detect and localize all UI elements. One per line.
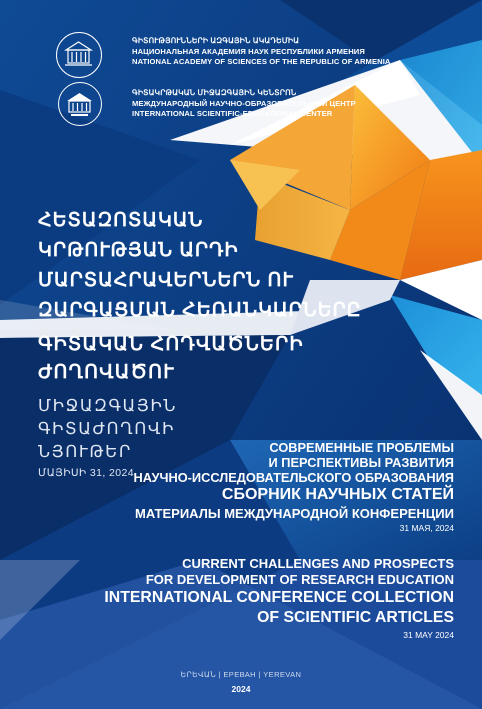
center-name-russian: МЕЖДУНАРОДНЫЙ НАУЧНО-ОБРАЗОВАТЕЛЬНЫЙ ЦЕНТР bbox=[132, 98, 356, 108]
english-title-line: CURRENT CHALLENGES AND PROSPECTS bbox=[182, 556, 454, 571]
russian-collection: СБОРНИК НАУЧНЫХ СТАТЕЙ bbox=[221, 486, 454, 503]
armenian-conference-line: ՄԻՋԱԶԳԱՅԻՆ bbox=[38, 397, 178, 415]
armenian-title-line: ԿՐԹՈՒԹՅԱՆ ԱՐԴԻ bbox=[38, 240, 239, 261]
armenian-subtitle bbox=[38, 331, 304, 387]
armenian-subtitle-line: ԳԻՏԱԿԱՆ ՀՈԴՎԱԾՆԵՐԻ bbox=[38, 334, 304, 355]
academy-name-armenian: ԳԻՏՈՒԹՅՈՒՆՆԵՐԻ ԱԶԳԱՅԻՆ ԱԿԱԴԵՄԻԱ bbox=[132, 36, 300, 45]
russian-date: 31 МАЯ, 2024 bbox=[399, 523, 454, 533]
academy-name-english: NATIONAL ACADEMY OF SCIENCES OF THE REPUBLIC OF ARMENIA bbox=[132, 57, 391, 67]
armenian-date: ՄԱՅԻՍԻ 31, 2024 bbox=[38, 467, 134, 479]
center-logo-icon bbox=[58, 82, 102, 126]
center-name-english: INTERNATIONAL SCIENTIFIC-EDUCATIONAL CENTER bbox=[132, 109, 333, 119]
armenian-conference-line: ԳԻՏԱԺՈՂՈՎԻ bbox=[38, 420, 175, 438]
armenian-conference-line: ՆՅՈՒԹԵՐ bbox=[38, 443, 132, 461]
english-date: 31 MAY 2024 bbox=[403, 630, 454, 640]
center-name-lines bbox=[132, 88, 356, 120]
english-title-line: FOR DEVELOPMENT OF RESEARCH EDUCATION bbox=[145, 572, 454, 587]
english-block bbox=[104, 556, 454, 642]
english-collection-line: OF SCIENTIFIC ARTICLES bbox=[257, 609, 454, 626]
russian-title-line: СОВРЕМЕННЫЕ ПРОБЛЕМЫ bbox=[269, 440, 454, 455]
footer-city: ԵՐԵՎԱՆ | ЕРЕВАН | YEREVAN bbox=[180, 670, 302, 679]
armenian-title-line: ՀԵՏԱԶՈՏԱԿԱՆ bbox=[38, 210, 204, 231]
armenian-title-line: ԶԱՐԳԱՑՄԱՆ ՀԵՌԱՆԿԱՐՆԵՐԸ bbox=[38, 300, 362, 321]
footer-year: 2024 bbox=[231, 684, 251, 694]
armenian-subtitle-line: ԺՈՂՈՎԱԾՈՒ bbox=[38, 362, 175, 383]
center-name-armenian: ԳԻՏԱԿՐԹԱԿԱՆ ՄԻՋԱԶԳԱՅԻՆ ԿԵՆՏՐՈՆ bbox=[132, 88, 297, 97]
russian-materials: МАТЕРИАЛЫ МЕЖДУНАРОДНОЙ КОНФЕРЕНЦИИ bbox=[134, 506, 454, 521]
academy-logo-icon bbox=[56, 32, 102, 78]
academy-name-russian: НАЦИОНАЛЬНАЯ АКАДЕМИЯ НАУК РЕСПУБЛИКИ АРМЕНИЯ bbox=[132, 46, 365, 56]
armenian-title bbox=[38, 206, 362, 326]
academy-name-lines bbox=[132, 36, 391, 68]
english-collection-line: INTERNATIONAL CONFERENCE COLLECTION bbox=[104, 589, 454, 606]
russian-block bbox=[134, 440, 454, 535]
russian-title-line: И ПЕРСПЕКТИВЫ РАЗВИТИЯ bbox=[268, 455, 454, 470]
russian-title-line: НАУЧНО-ИССЛЕДОВАТЕЛЬСКОГО ОБРАЗОВАНИЯ bbox=[133, 470, 454, 485]
armenian-title-line: ՄԱՐՏԱՀՐԱՎԵՐՆԵՐՆ ՈՒ bbox=[38, 270, 294, 291]
